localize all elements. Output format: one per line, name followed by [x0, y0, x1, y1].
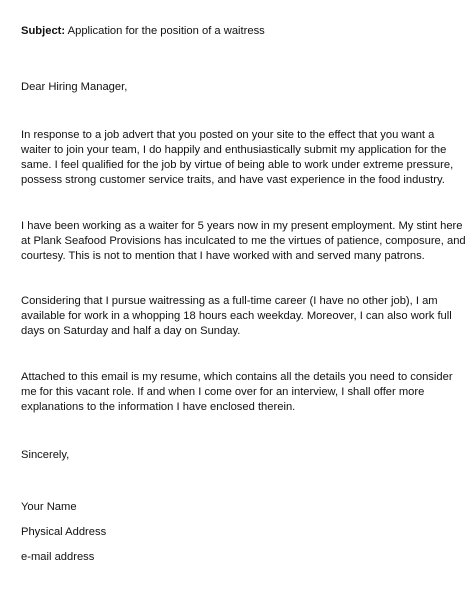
paragraph-4	[21, 370, 461, 415]
paragraph-line: Considering that I pursue waitressing as a full-time career (I have no other job), I am	[21, 295, 438, 307]
paragraph-line: waiter to join your team, I do happily and enthusiastically submit my application for the	[21, 144, 447, 156]
greeting: Dear Hiring Manager,	[21, 81, 128, 93]
paragraph-2	[21, 219, 466, 264]
signature-name: Your Name	[21, 501, 77, 513]
closing: Sincerely,	[21, 449, 70, 461]
paragraph-1	[21, 128, 461, 188]
paragraph-3	[21, 294, 461, 339]
paragraph-line: I have been working as a waiter for 5 years now in my present employment. My stint here	[21, 220, 463, 232]
signature-email: e-mail address	[21, 551, 95, 563]
paragraph-line: courtesy. This is not to mention that I have worked with and served many patrons.	[21, 250, 425, 262]
signature-address: Physical Address	[21, 526, 107, 538]
subject-label: Subject:	[21, 25, 66, 37]
paragraph-line: explanations to the information I have enclosed therein.	[21, 401, 296, 413]
paragraph-line: Attached to this email is my resume, which contains all the details you need to consider	[21, 371, 453, 383]
paragraph-line: available for work in a whopping 18 hours each weekday. Moreover, I can also work full	[21, 310, 452, 322]
subject-line	[21, 24, 461, 39]
paragraph-line: me for this vacant role. If and when I come over for an interview, I shall offer more	[21, 386, 425, 398]
paragraph-line: possess strong customer service traits, and have vast experience in the food industry.	[21, 174, 445, 186]
paragraph-line: at Plank Seafood Provisions has inculcated to me the virtues of patience, composure, and	[21, 235, 466, 247]
paragraph-line: days on Saturday and half a day on Sunday.	[21, 325, 241, 337]
paragraph-line: In response to a job advert that you posted on your site to the effect that you want a	[21, 129, 435, 141]
subject-text: Application for the position of a waitress	[67, 25, 265, 37]
paragraph-line: same. I feel qualified for the job by virtue of being able to work under extreme pressure,	[21, 159, 454, 171]
